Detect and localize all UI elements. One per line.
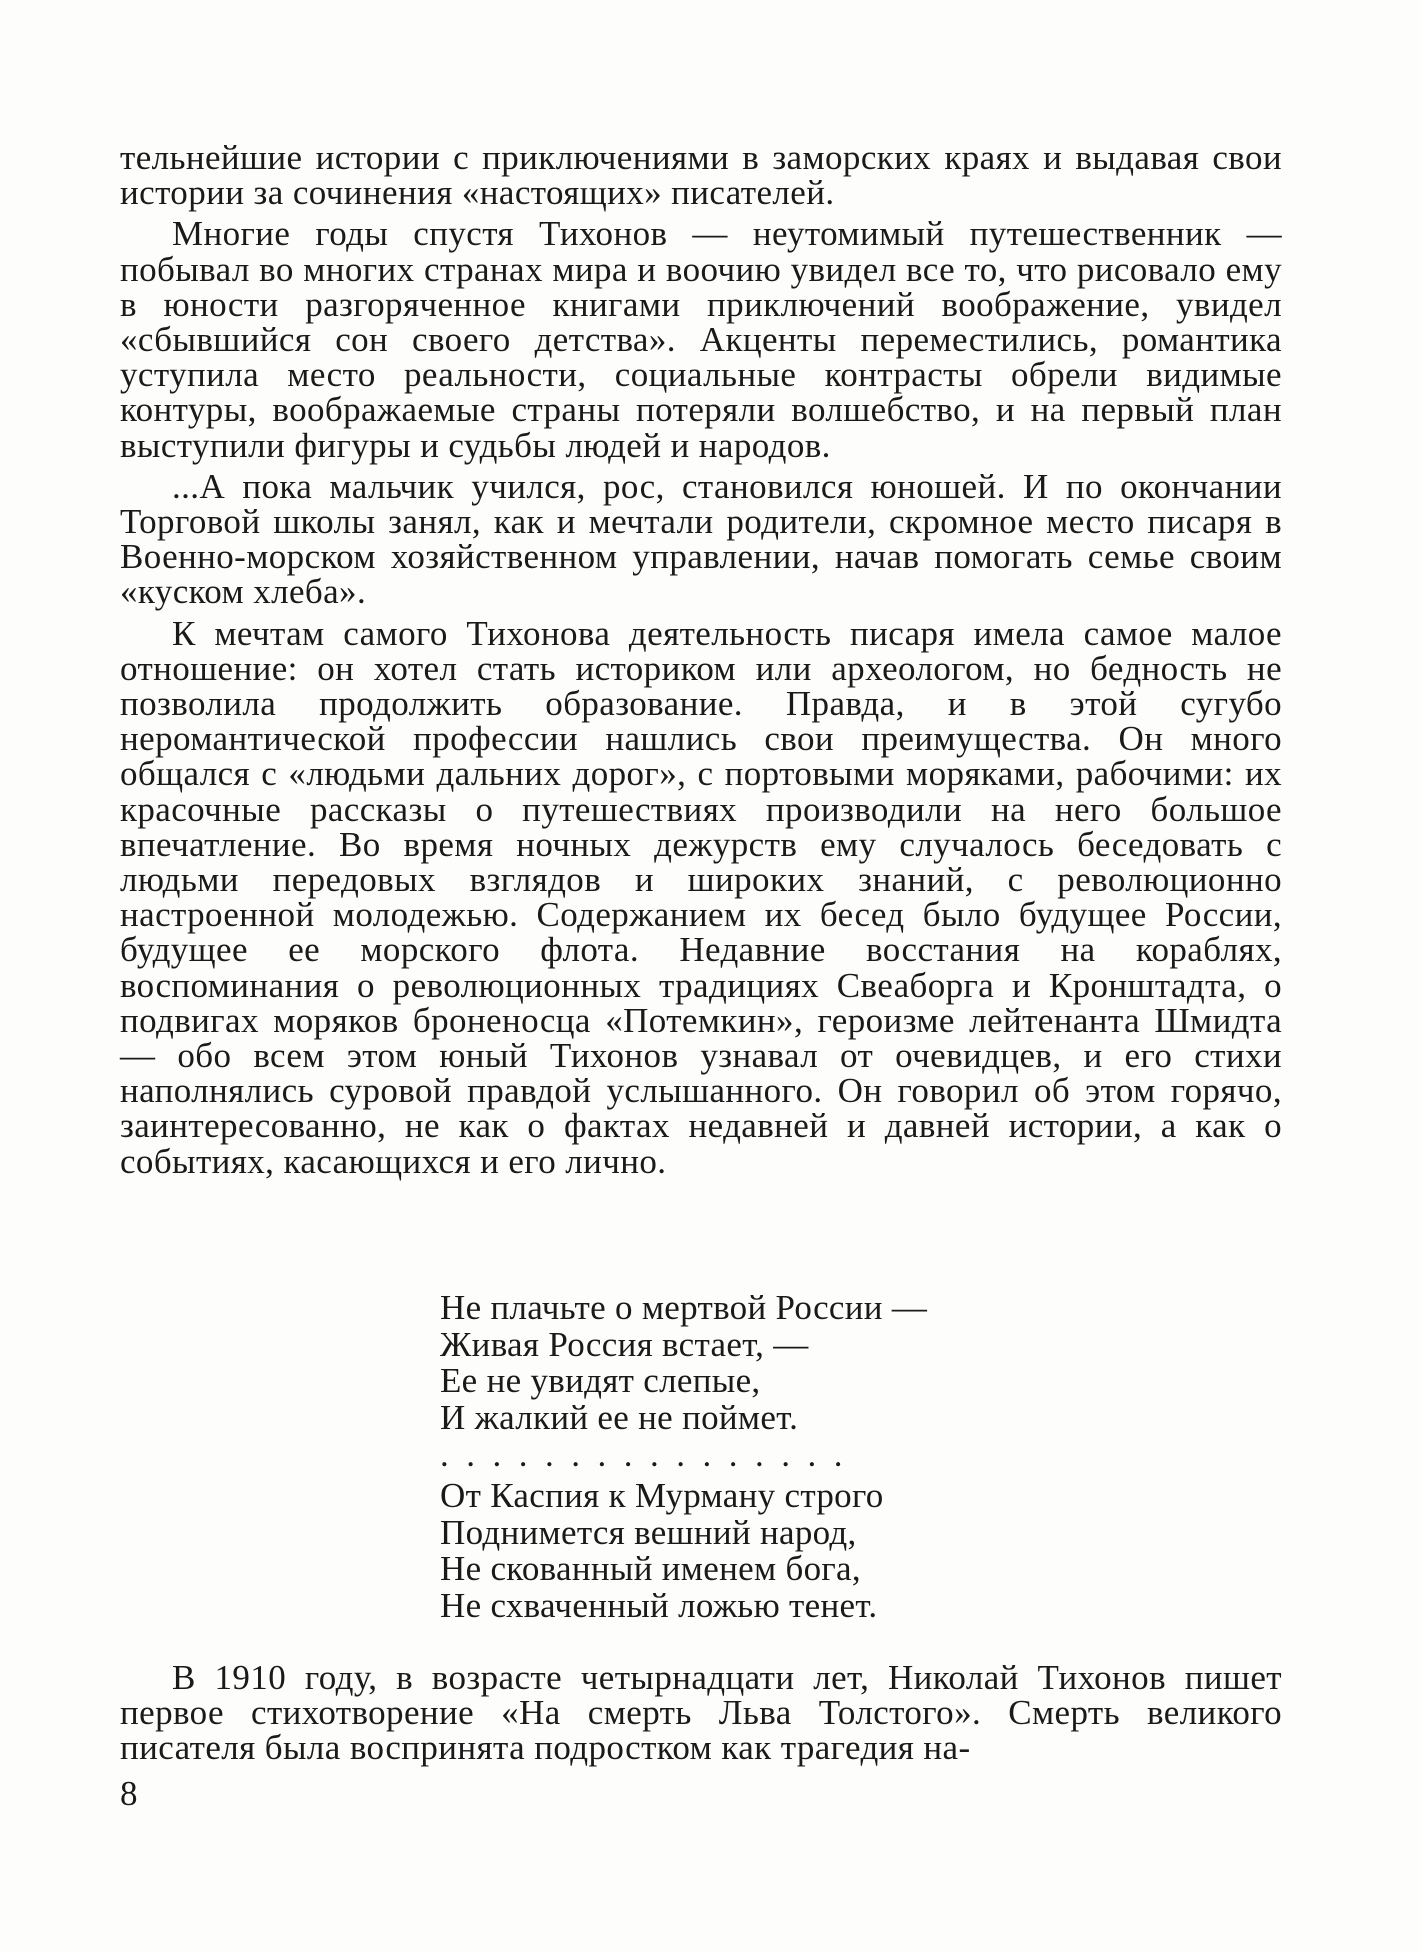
poem-line: Не скованный именем бога, (440, 1549, 861, 1588)
page-number: 8 (120, 1774, 138, 1813)
poem-line: И жалкий ее не поймет. (440, 1397, 799, 1437)
poem-line: От Каспия к Мурману строго (440, 1476, 884, 1515)
poem-line: Поднимется вешний народ, (440, 1512, 857, 1552)
poem-line: Не схваченный ложью тенет. (440, 1585, 878, 1625)
paragraph-5: В 1910 году, в возрасте четырнадцати лет, Николай Тихонов пишет первое стихотворение «На смерть Льва Толстого». Смерть великого писателя была воспринята подростком как трагедия на- (120, 1658, 1282, 1768)
paragraph-3: ...А пока мальчик учился, рос, становился юношей. И по окончании Торговой школы занял, как и мечтали родители, скромное место писаря в Военно-морском хозяйственном управлении, начав помогать семье своим «куском хлеба». (120, 466, 1282, 612)
poem-line: Ее не увидят слепые, (440, 1361, 761, 1400)
poem-quote (440, 1290, 1140, 1624)
paragraph-1: тельнейшие истории с приключениями в заморских краях и выдавая свои истории за сочинения «настоящих» писателей. (120, 138, 1282, 213)
poem-stanza-1 (440, 1290, 1140, 1436)
paragraph-4: К мечтам самого Тихонова деятельность писаря имела самое малое отношение: он хотел стать историком или археологом, но бедность не позволила продолжить образование. Правда, и в этой сугубо неромантической профессии нашлись свои преимущества. Он много общался с «людьми дальних дорог», с портовыми моряками, рабочими: их красочные рассказы о путешествиях производили на него большое впечатление. Во время ночных дежурств ему случалось беседовать с людьми передовых взглядов и широких знаний, с революционно настроенной молодежью. Содержанием их бесед было будущее России, будущее ее морского флота. Недавние восстания на кораблях, воспоминания о революционных традициях Свеаборга и Кронштадта, о подвигах моряков броненосца «Потемкин», героизме лейтенанта Шмидта — обо всем этом юный Тихонов узнавал от очевидцев, и его стихи наполнялись суровой правдой услышанного. Он говорил об этом горячо, заинтересованно, не как о фактах недавней и давней истории, а как о событиях, касающихся и его лично. (120, 613, 1282, 1181)
paragraph-2: Многие годы спустя Тихонов — неутомимый путешественник — побывал во многих странах мира и воочию увидел все то, что рисовало ему в юности разгоряченное книгами приключений воображение, увидел «сбывшийся сон своего детства». Акценты переместились, романтика уступила место реальности, социальные контрасты обрели видимые контуры, воображаемые страны потеряли волшебство, и на первый план выступили фигуры и судьбы людей и народов. (120, 214, 1282, 465)
poem-omission-dots: ................ (440, 1435, 860, 1474)
text-block-top (120, 140, 1282, 1179)
poem-stanza-2 (440, 1478, 1140, 1624)
poem-line: Не плачьте о мертвой России — (440, 1288, 928, 1327)
poem-line: Живая Россия встает, — (440, 1324, 809, 1364)
text-block-bottom (120, 1660, 1282, 1766)
